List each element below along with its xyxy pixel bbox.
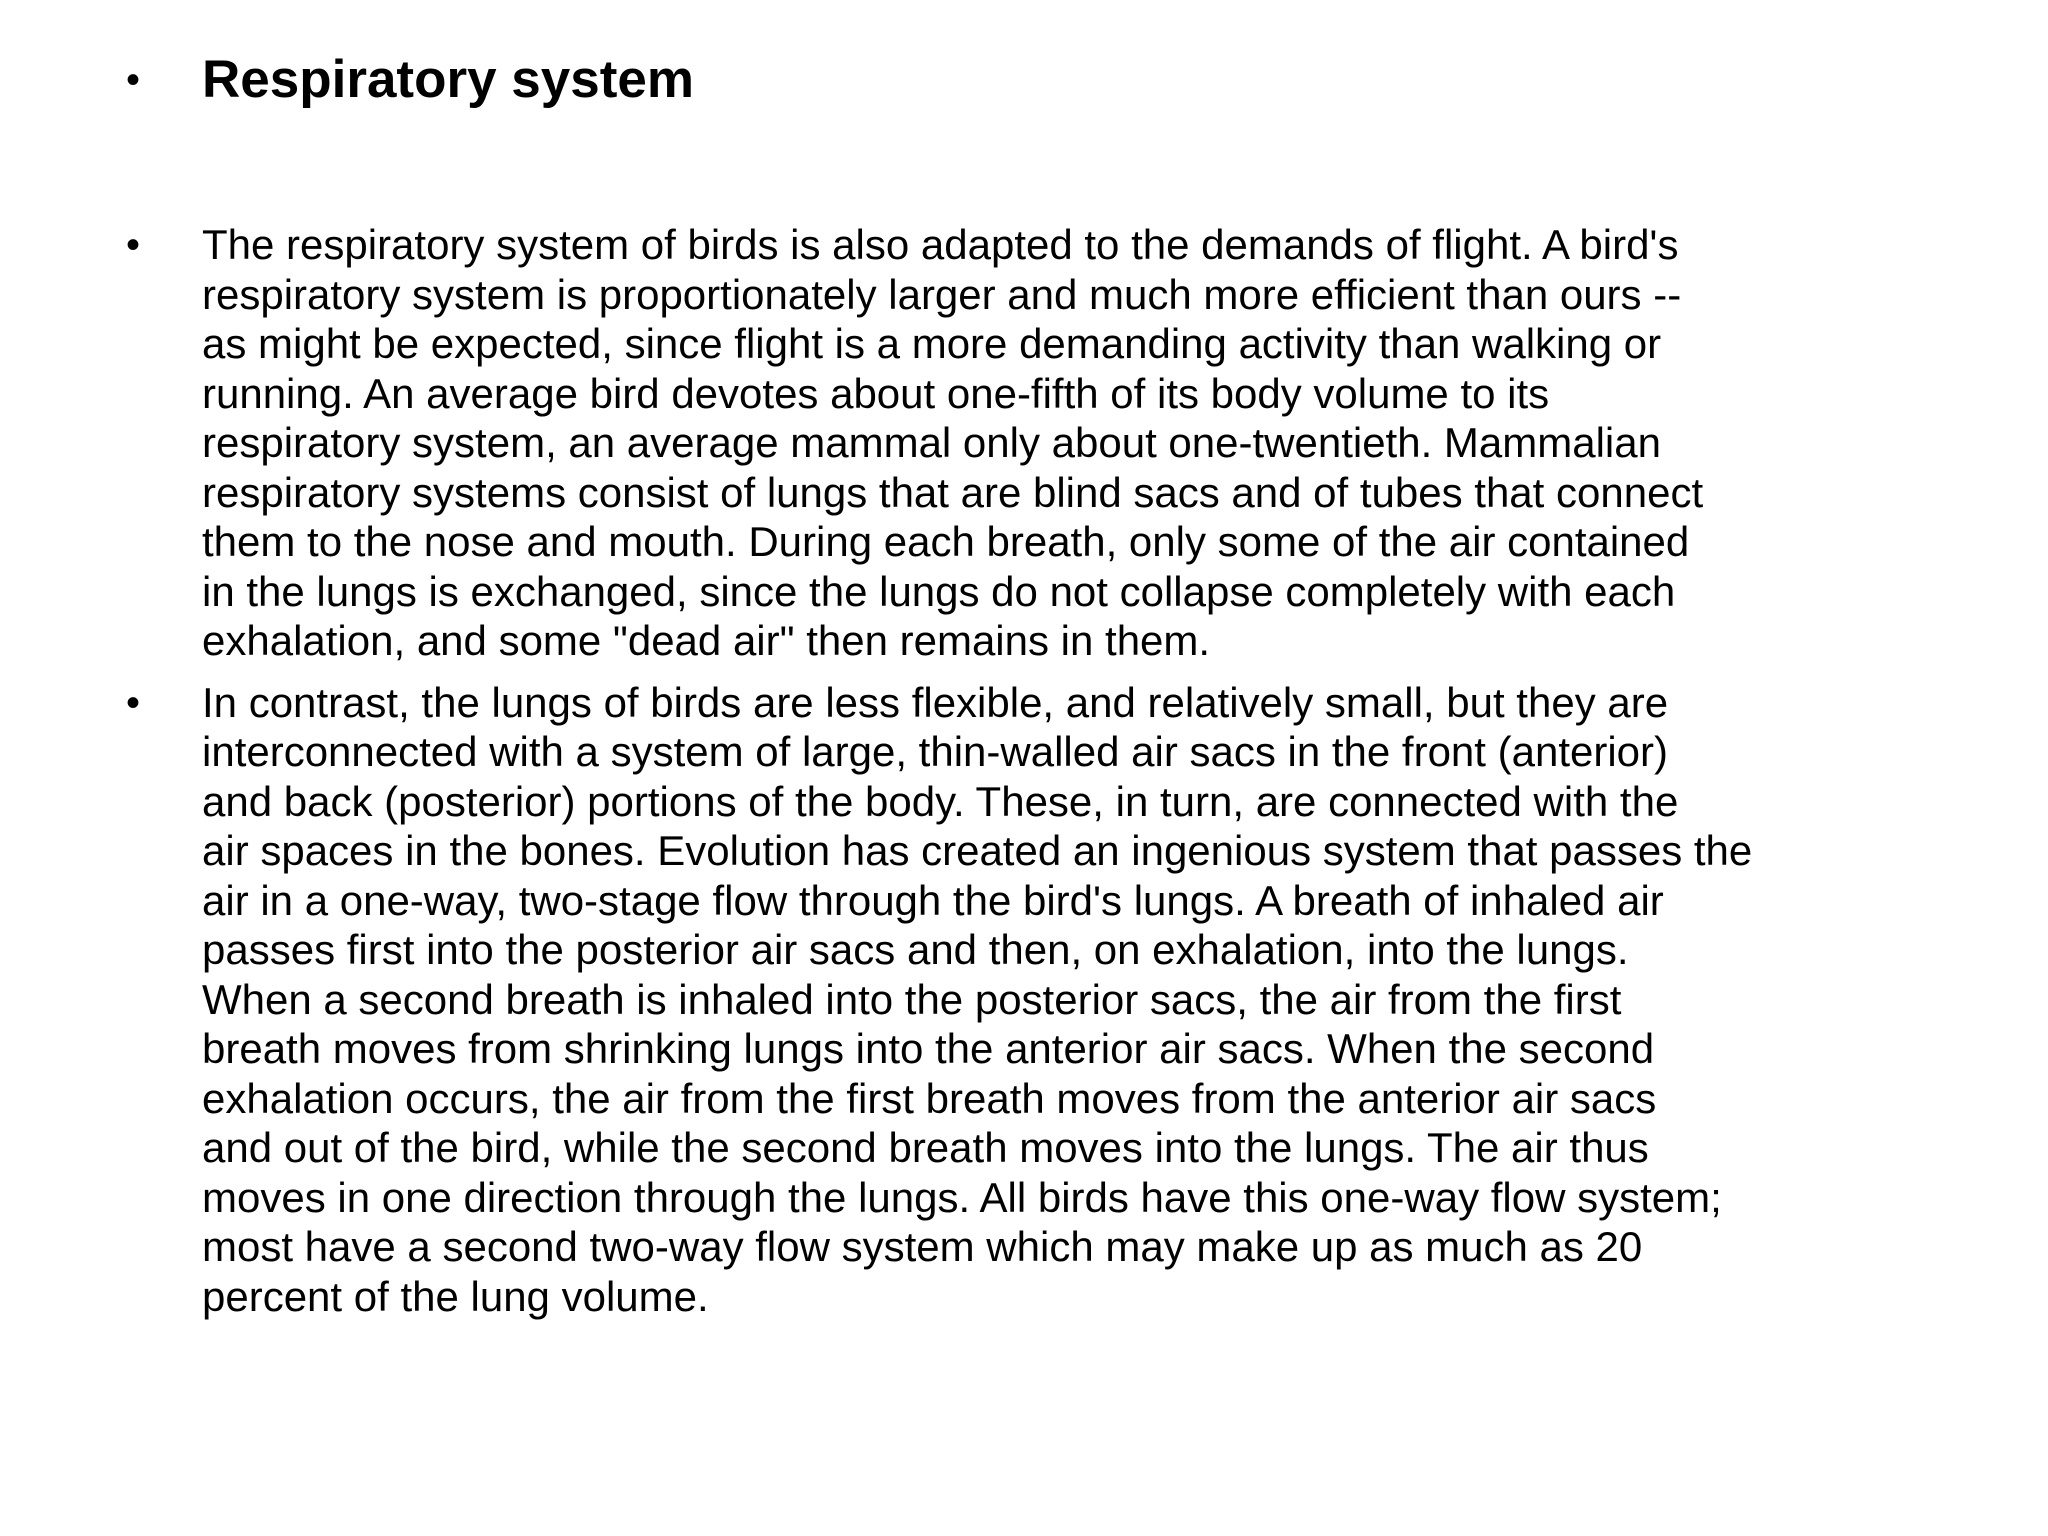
paragraph-line: In contrast, the lungs of birds are less flexible, and relatively small, but they are bbox=[202, 678, 1669, 726]
paragraph-line: exhalation occurs, the air from the first breath moves from the anterior air sacs bbox=[202, 1074, 1657, 1122]
paragraph-line: The respiratory system of birds is also adapted to the demands of flight. A bird's bbox=[202, 221, 1679, 268]
bullet-icon: • bbox=[126, 58, 141, 102]
paragraph-bullet-1 bbox=[118, 220, 1948, 666]
paragraph-line: moves in one direction through the lungs. All birds have this one-way flow system; bbox=[202, 1173, 1722, 1221]
paragraph-line: running. An average bird devotes about one-fifth of its body volume to its bbox=[202, 369, 1550, 417]
paragraph-line: and out of the bird, while the second breath moves into the lungs. The air thus bbox=[202, 1124, 1649, 1171]
bullet-icon: • bbox=[126, 680, 141, 725]
paragraph-line: air in a one-way, two-stage flow through the bird's lungs. A breath of inhaled air bbox=[202, 876, 1664, 924]
bullet-icon: • bbox=[126, 223, 141, 267]
paragraph-line: respiratory system, an average mammal only about one-twentieth. Mammalian bbox=[202, 419, 1661, 466]
slide-title: Respiratory system bbox=[202, 50, 694, 109]
paragraph-line: and back (posterior) portions of the body. These, in turn, are connected with the bbox=[202, 777, 1679, 825]
paragraph-line: passes first into the posterior air sacs and then, on exhalation, into the lungs. bbox=[202, 926, 1629, 973]
paragraph-line: most have a second two-way flow system which may make up as much as 20 bbox=[202, 1223, 1643, 1270]
paragraph-1 bbox=[202, 220, 1948, 666]
paragraph-line: respiratory systems consist of lungs that are blind sacs and of tubes that connect bbox=[202, 468, 1704, 516]
paragraph-line: as might be expected, since flight is a more demanding activity than walking or bbox=[202, 320, 1662, 367]
paragraph-line: percent of the lung volume. bbox=[202, 1272, 709, 1320]
bullet-list bbox=[118, 40, 1948, 1321]
paragraph-line: interconnected with a system of large, thin-walled air sacs in the front (anterior) bbox=[202, 728, 1669, 775]
title-bullet bbox=[118, 40, 1948, 120]
paragraph-line: breath moves from shrinking lungs into the anterior air sacs. When the second bbox=[202, 1025, 1655, 1072]
paragraph-line: When a second breath is inhaled into the posterior sacs, the air from the first bbox=[202, 975, 1622, 1023]
paragraph-line: exhalation, and some "dead air" then remains in them. bbox=[202, 617, 1211, 664]
paragraph-line: them to the nose and mouth. During each breath, only some of the air contained bbox=[202, 518, 1690, 565]
paragraph-line: in the lungs is exchanged, since the lungs do not collapse completely with each bbox=[202, 567, 1676, 615]
paragraph-line: air spaces in the bones. Evolution has created an ingenious system that passes the bbox=[202, 827, 1753, 874]
paragraph-2 bbox=[202, 678, 1948, 1322]
paragraph-bullet-2 bbox=[118, 678, 1948, 1322]
paragraph-line: respiratory system is proportionately larger and much more efficient than ours -- bbox=[202, 270, 1682, 318]
